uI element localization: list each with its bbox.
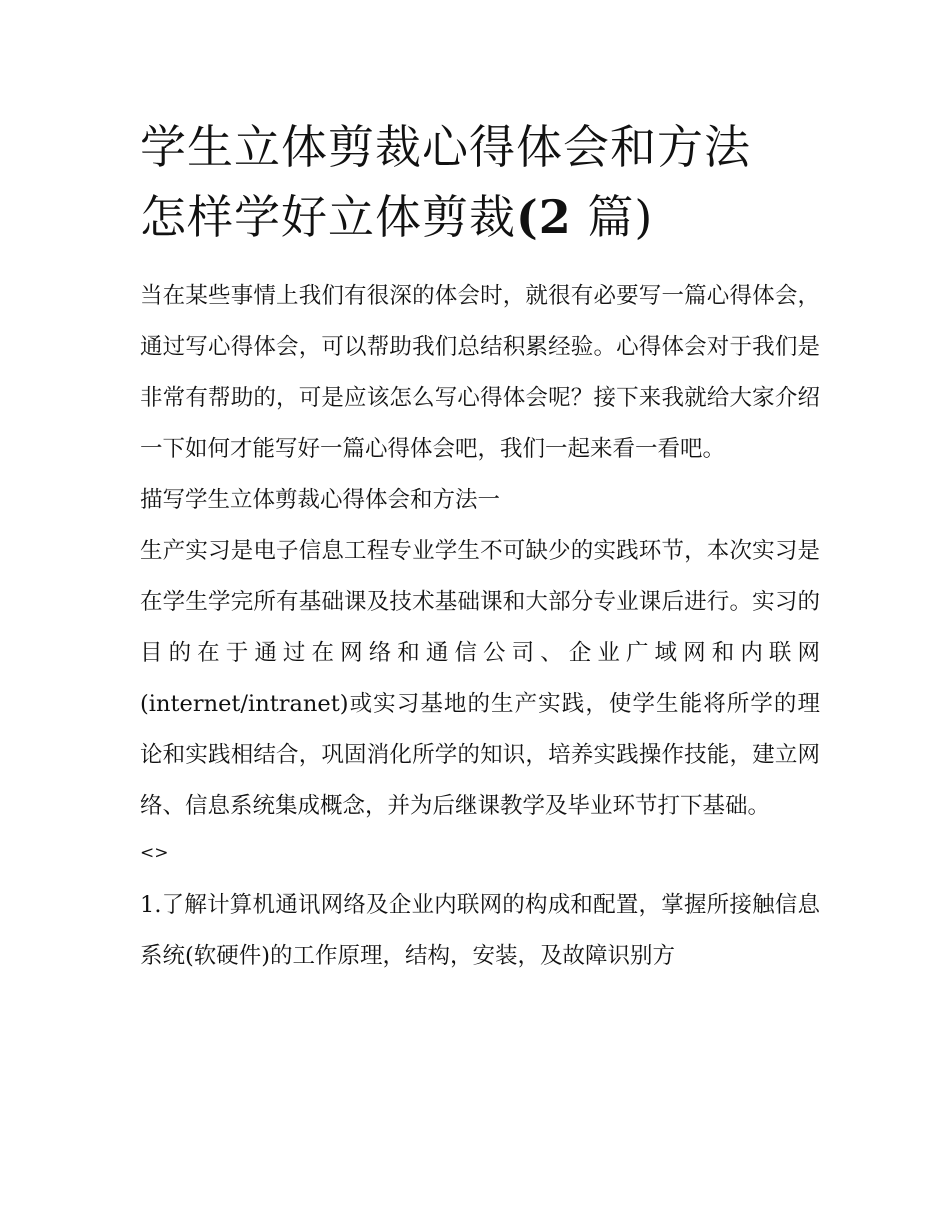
section-paragraph: 生产实习是电子信息工程专业学生不可缺少的实践环节，本次实习是在学生学完所有基础课及技术基础课和大部分专业课后进行。实习的目的在于通过在网络和通信公司、企业广域网和内联网(internet/intranet)或实习基地的生产实践，使学生能将所学的理论和实践相结合，巩固消化所学的知识，培养实践操作技能，建立网络、信息系统集成概念，并为后继课教学及毕业环节打下基础。 xyxy=(140,538,820,819)
intro-paragraph: 当在某些事情上我们有很深的体会时，就很有必要写一篇心得体会，通过写心得体会，可以帮助我们总结积累经验。心得体会对于我们是非常有帮助的，可是应该怎么写心得体会呢？接下来我就给大家介绍一下如何才能写好一篇心得体会吧，我们一起来看一看吧。 xyxy=(140,283,820,462)
document-page xyxy=(140,112,820,982)
title-line-2-text: 怎样学好立体剪裁 xyxy=(140,190,516,244)
document-body xyxy=(140,271,820,982)
page-title xyxy=(140,112,820,252)
title-line-2 xyxy=(140,182,820,252)
title-count: (2 xyxy=(516,190,572,244)
placeholder-tag: <> xyxy=(140,843,169,863)
title-line-1: 学生立体剪裁心得体会和方法 xyxy=(140,120,751,174)
list-item: 1.了解计算机通讯网络及企业内联网的构成和配置，掌握所接触信息系统(软硬件)的工作原理，结构，安装，及故障识别方 xyxy=(140,892,820,969)
section-heading: 描写学生立体剪裁心得体会和方法一 xyxy=(140,487,501,513)
title-count-unit: 篇) xyxy=(587,190,654,244)
